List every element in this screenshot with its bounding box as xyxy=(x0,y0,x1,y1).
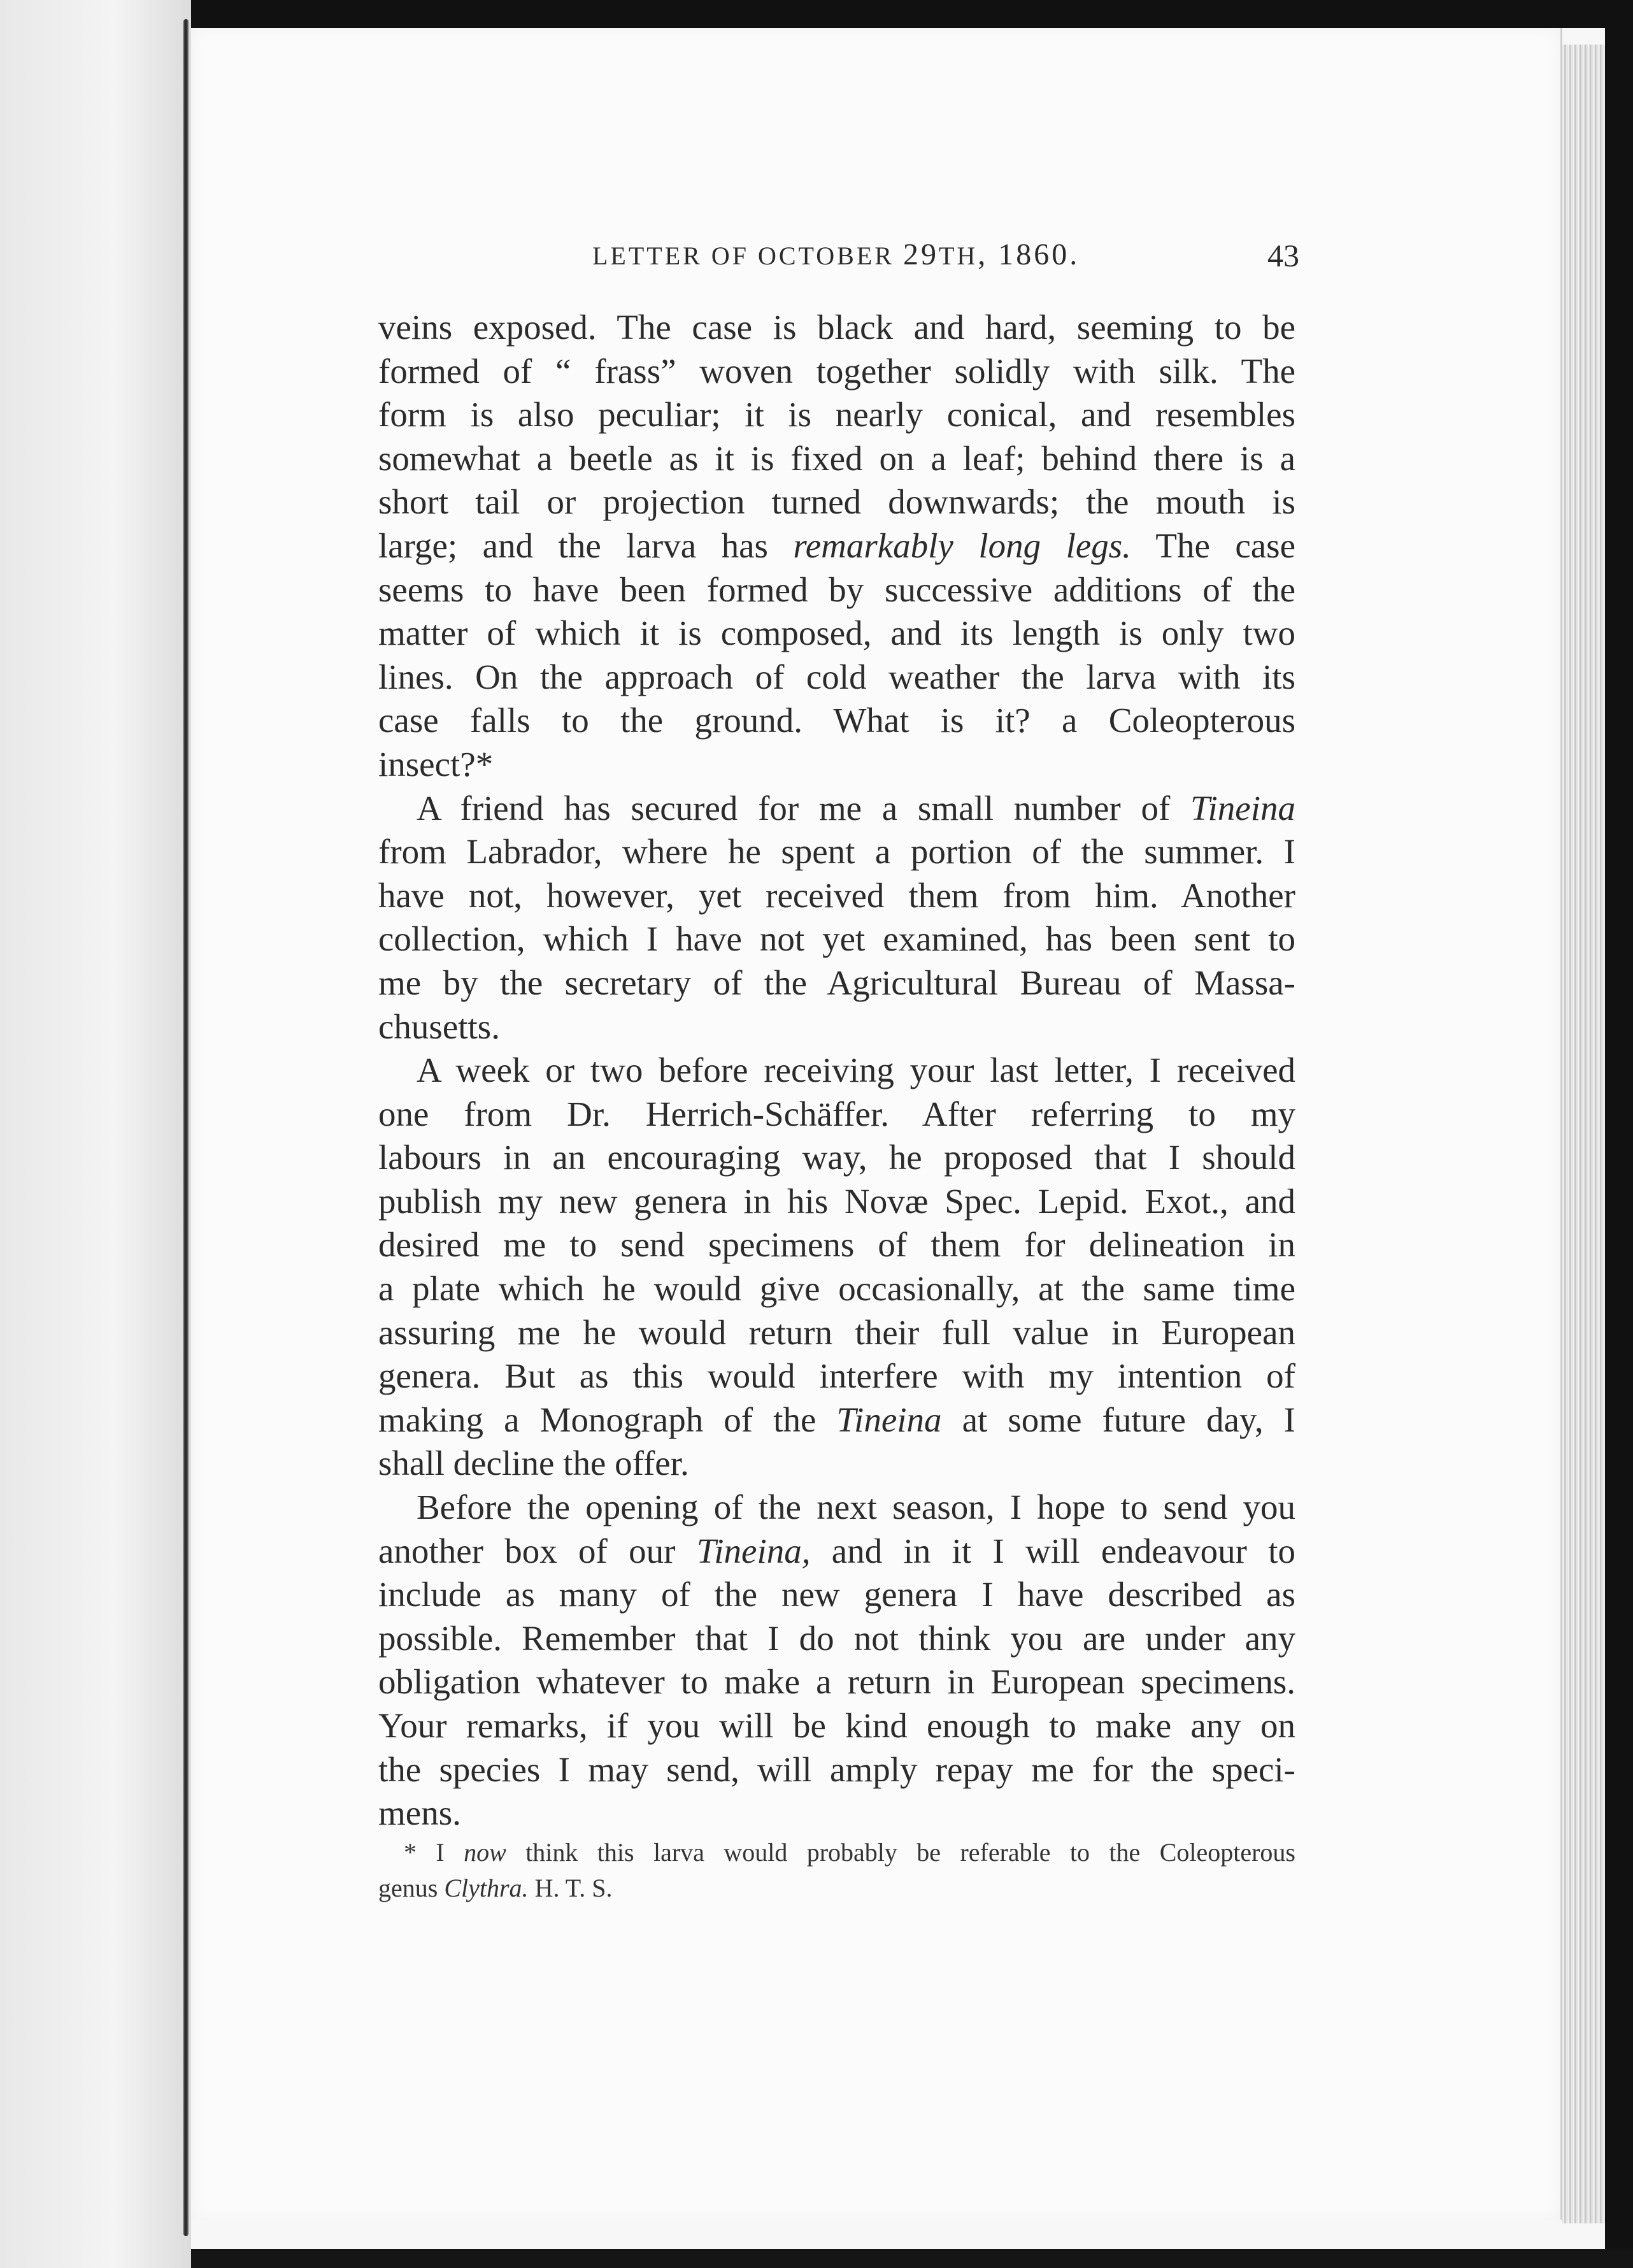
facing-page xyxy=(0,0,191,2268)
text-segment: A friend has secured for me a small number of xyxy=(417,788,1190,828)
text-line: A week or two before receiving your last letter, I received xyxy=(417,1051,1295,1090)
text-line: publish my new genera in his Novæ Spec. Lepid. Exot., and xyxy=(378,1181,1295,1221)
text-line: obligation whatever to make a return in European specimens. xyxy=(378,1662,1295,1702)
running-head-title xyxy=(592,237,1080,272)
italic-text: remarkably long legs. xyxy=(793,526,1131,565)
paragraph xyxy=(378,1049,1295,1486)
text-line: Your remarks, if you will be kind enough to make any on xyxy=(378,1706,1295,1745)
head-title-day: 29 xyxy=(902,238,939,271)
italic-text: Tineina xyxy=(836,1400,942,1439)
text-line: desired me to send specimens of them for delineation in xyxy=(378,1225,1295,1265)
paragraph xyxy=(378,306,1295,787)
text-line: mens. xyxy=(378,1793,461,1833)
scan-border-right xyxy=(1605,0,1633,2268)
text-line xyxy=(378,524,1295,568)
text-line: include as many of the new genera I have described as xyxy=(378,1575,1295,1614)
body-text xyxy=(378,306,1295,1835)
paragraph xyxy=(378,1486,1295,1835)
text-line: from Labrador, where he spent a portion of the summer. I xyxy=(378,832,1295,872)
page-edges xyxy=(1562,45,1605,2223)
text-line: one from Dr. Herrich-Schäffer. After referring to my xyxy=(378,1094,1295,1133)
italic-text: Tineina xyxy=(1190,788,1295,828)
text-segment: making a Monograph of the xyxy=(378,1400,837,1439)
footnote-signature: H. T. S. xyxy=(528,1874,613,1902)
book-gutter xyxy=(183,19,189,2236)
text-segment: at some future day, I xyxy=(941,1400,1295,1439)
text-line: veins exposed. The case is black and hard, seeming to be xyxy=(378,308,1295,347)
text-line: genera. But as this would interfere with my intention of xyxy=(378,1356,1295,1396)
text-line: insect?* xyxy=(378,744,494,784)
text-line xyxy=(378,787,1295,831)
text-segment: another box of our xyxy=(378,1531,697,1570)
head-title-part1: LETTER OF OCTOBER xyxy=(592,241,903,270)
italic-text: Clythra. xyxy=(444,1874,529,1902)
footnote-line xyxy=(378,1870,1295,1906)
italic-text: now xyxy=(464,1838,506,1867)
text-segment: The case xyxy=(1130,526,1295,565)
text-line: possible. Remember that I do not think you are under any xyxy=(378,1618,1295,1658)
text-line: chusetts. xyxy=(378,1007,500,1046)
italic-text: Tineina, xyxy=(696,1531,811,1570)
text-line: the species I may send, will amply repay me for the speci- xyxy=(378,1749,1295,1789)
text-segment: genus xyxy=(378,1874,445,1902)
text-line: me by the secretary of the Agricultural Bureau of Massa- xyxy=(378,963,1295,1002)
text-line xyxy=(378,1398,1295,1442)
text-line: short tail or projection turned downwards; the mouth is xyxy=(378,482,1295,522)
text-line xyxy=(378,1530,1295,1574)
text-line: formed of “ frass” woven together solidly with silk. The xyxy=(378,351,1295,391)
text-segment: large; and the larva has xyxy=(378,526,794,565)
scan-border-top xyxy=(191,0,1633,28)
text-segment: think this larva would probably be referable to the Coleopterous xyxy=(506,1838,1295,1867)
footnote-line xyxy=(378,1835,1295,1870)
text-line: assuring me he would return their full value in European xyxy=(378,1312,1295,1352)
text-line: shall decline the offer. xyxy=(378,1444,689,1483)
footnote xyxy=(378,1835,1295,1906)
head-title-part2: , 1860. xyxy=(978,238,1080,271)
page-number: 43 xyxy=(1267,238,1299,273)
text-line: form is also peculiar; it is nearly conical, and resembles xyxy=(378,395,1295,434)
text-line: have not, however, yet received them from him. Another xyxy=(378,875,1295,915)
text-line: lines. On the approach of cold weather the larva with its xyxy=(378,657,1295,696)
running-head xyxy=(382,237,1299,288)
text-line: a plate which he would give occasionally, at the same time xyxy=(378,1269,1295,1309)
text-line: somewhat a beetle as it is fixed on a leaf; behind there is a xyxy=(378,438,1295,478)
text-line: case falls to the ground. What is it? a Coleopterous xyxy=(378,701,1295,740)
text-segment: and in it I will endeavour to xyxy=(810,1531,1295,1570)
text-line: collection, which I have not yet examined, has been sent to xyxy=(378,919,1295,959)
text-line: labours in an encouraging way, he proposed that I should xyxy=(378,1138,1295,1177)
footnote-marker: * I xyxy=(404,1838,464,1867)
text-line: matter of which it is composed, and its length is only two xyxy=(378,614,1295,653)
text-line: seems to have been formed by successive additions of the xyxy=(378,570,1295,609)
paragraph xyxy=(378,787,1295,1049)
head-title-suffix: TH xyxy=(938,241,978,270)
scan-border-bottom xyxy=(191,2249,1633,2268)
text-line: Before the opening of the next season, I hope to send you xyxy=(417,1488,1295,1527)
